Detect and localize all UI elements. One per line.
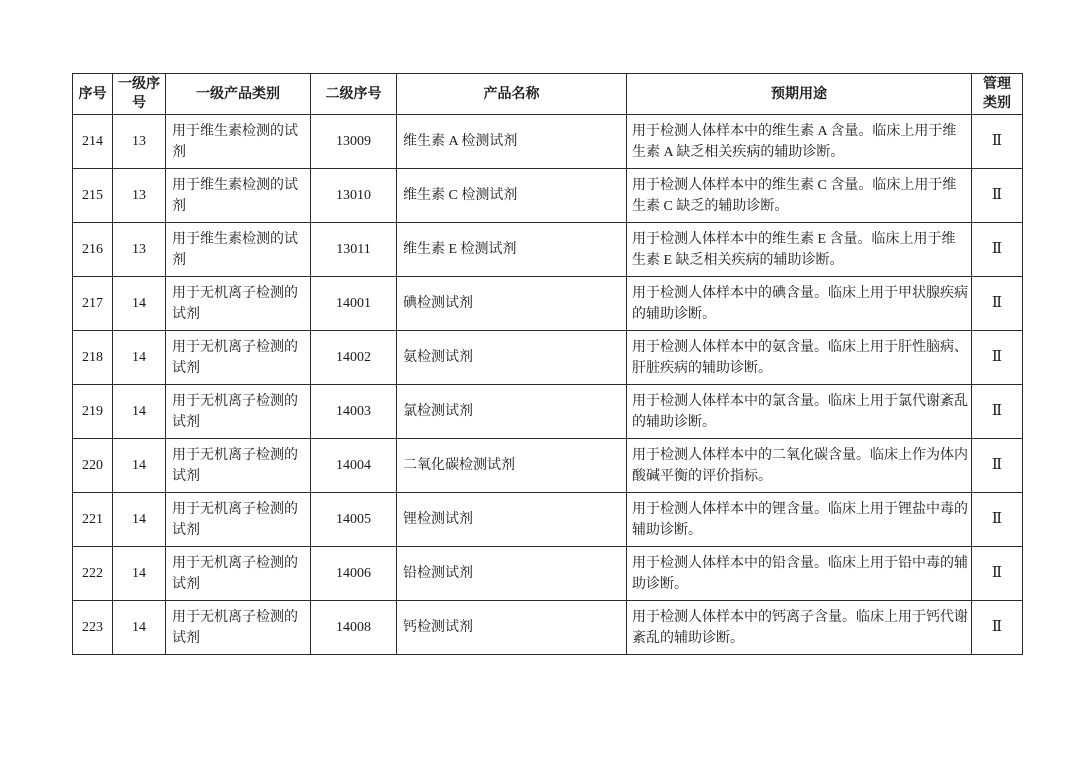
cell-mgmt-class: Ⅱ xyxy=(972,439,1023,493)
cell-intended-use: 用于检测人体样本中的维生素 C 含量。临床上用于维生素 C 缺乏的辅助诊断。 xyxy=(627,169,972,223)
table-row xyxy=(73,169,1023,223)
cell-level1-no: 14 xyxy=(113,601,166,655)
cell-product-name: 铅检测试剂 xyxy=(397,547,627,601)
cell-level1-no: 13 xyxy=(113,223,166,277)
cell-level1-no: 14 xyxy=(113,439,166,493)
cell-mgmt-class: Ⅱ xyxy=(972,493,1023,547)
cell-level2-no: 14003 xyxy=(311,385,397,439)
cell-level1-no: 14 xyxy=(113,331,166,385)
cell-level2-no: 14004 xyxy=(311,439,397,493)
table-row xyxy=(73,601,1023,655)
cell-mgmt-class: Ⅱ xyxy=(972,115,1023,169)
cell-mgmt-class: Ⅱ xyxy=(972,277,1023,331)
table-row xyxy=(73,223,1023,277)
cell-level1-no: 14 xyxy=(113,547,166,601)
header-product-name: 产品名称 xyxy=(397,74,627,115)
cell-serial-no: 214 xyxy=(73,115,113,169)
cell-level2-no: 14005 xyxy=(311,493,397,547)
cell-intended-use: 用于检测人体样本中的维生素 E 含量。临床上用于维生素 E 缺乏相关疾病的辅助诊断。 xyxy=(627,223,972,277)
cell-serial-no: 219 xyxy=(73,385,113,439)
cell-level1-category: 用于维生素检测的试剂 xyxy=(166,223,311,277)
cell-serial-no: 221 xyxy=(73,493,113,547)
cell-serial-no: 220 xyxy=(73,439,113,493)
cell-level2-no: 13009 xyxy=(311,115,397,169)
table-row xyxy=(73,331,1023,385)
header-mgmt-class: 管理类别 xyxy=(972,74,1023,115)
header-level1-no: 一级序号 xyxy=(113,74,166,115)
cell-product-name: 碘检测试剂 xyxy=(397,277,627,331)
cell-level1-category: 用于维生素检测的试剂 xyxy=(166,169,311,223)
cell-intended-use: 用于检测人体样本中的氯含量。临床上用于氯代谢紊乱的辅助诊断。 xyxy=(627,385,972,439)
cell-mgmt-class: Ⅱ xyxy=(972,601,1023,655)
cell-product-name: 氨检测试剂 xyxy=(397,331,627,385)
cell-mgmt-class: Ⅱ xyxy=(972,385,1023,439)
cell-product-name: 氯检测试剂 xyxy=(397,385,627,439)
cell-level1-category: 用于维生素检测的试剂 xyxy=(166,115,311,169)
cell-serial-no: 216 xyxy=(73,223,113,277)
cell-level1-no: 14 xyxy=(113,385,166,439)
cell-level1-no: 13 xyxy=(113,115,166,169)
cell-level2-no: 14008 xyxy=(311,601,397,655)
cell-level1-category: 用于无机离子检测的试剂 xyxy=(166,547,311,601)
table-header xyxy=(73,74,1023,115)
cell-level1-no: 14 xyxy=(113,277,166,331)
cell-intended-use: 用于检测人体样本中的钙离子含量。临床上用于钙代谢紊乱的辅助诊断。 xyxy=(627,601,972,655)
cell-level1-category: 用于无机离子检测的试剂 xyxy=(166,331,311,385)
cell-level2-no: 13010 xyxy=(311,169,397,223)
cell-level2-no: 13011 xyxy=(311,223,397,277)
table-row xyxy=(73,547,1023,601)
cell-level1-category: 用于无机离子检测的试剂 xyxy=(166,493,311,547)
cell-mgmt-class: Ⅱ xyxy=(972,547,1023,601)
header-row xyxy=(73,74,1023,115)
table-row xyxy=(73,115,1023,169)
cell-serial-no: 218 xyxy=(73,331,113,385)
cell-level2-no: 14006 xyxy=(311,547,397,601)
cell-level1-category: 用于无机离子检测的试剂 xyxy=(166,601,311,655)
table-row xyxy=(73,493,1023,547)
cell-intended-use: 用于检测人体样本中的维生素 A 含量。临床上用于维生素 A 缺乏相关疾病的辅助诊断。 xyxy=(627,115,972,169)
table-row xyxy=(73,385,1023,439)
cell-level2-no: 14002 xyxy=(311,331,397,385)
cell-serial-no: 215 xyxy=(73,169,113,223)
cell-serial-no: 223 xyxy=(73,601,113,655)
cell-level1-category: 用于无机离子检测的试剂 xyxy=(166,439,311,493)
header-intended-use: 预期用途 xyxy=(627,74,972,115)
table-row xyxy=(73,277,1023,331)
cell-level1-no: 14 xyxy=(113,493,166,547)
cell-level2-no: 14001 xyxy=(311,277,397,331)
header-serial-no: 序号 xyxy=(73,74,113,115)
cell-intended-use: 用于检测人体样本中的氨含量。临床上用于肝性脑病、肝脏疾病的辅助诊断。 xyxy=(627,331,972,385)
cell-level1-category: 用于无机离子检测的试剂 xyxy=(166,385,311,439)
cell-product-name: 维生素 A 检测试剂 xyxy=(397,115,627,169)
cell-level1-no: 13 xyxy=(113,169,166,223)
cell-product-name: 维生素 E 检测试剂 xyxy=(397,223,627,277)
cell-serial-no: 217 xyxy=(73,277,113,331)
cell-product-name: 钙检测试剂 xyxy=(397,601,627,655)
cell-serial-no: 222 xyxy=(73,547,113,601)
cell-mgmt-class: Ⅱ xyxy=(972,331,1023,385)
cell-intended-use: 用于检测人体样本中的锂含量。临床上用于锂盐中毒的辅助诊断。 xyxy=(627,493,972,547)
cell-intended-use: 用于检测人体样本中的铅含量。临床上用于铅中毒的辅助诊断。 xyxy=(627,547,972,601)
cell-mgmt-class: Ⅱ xyxy=(972,169,1023,223)
cell-product-name: 维生素 C 检测试剂 xyxy=(397,169,627,223)
cell-intended-use: 用于检测人体样本中的二氧化碳含量。临床上作为体内酸碱平衡的评价指标。 xyxy=(627,439,972,493)
header-level2-no: 二级序号 xyxy=(311,74,397,115)
cell-product-name: 二氧化碳检测试剂 xyxy=(397,439,627,493)
table-body xyxy=(73,115,1023,655)
cell-level1-category: 用于无机离子检测的试剂 xyxy=(166,277,311,331)
table-row xyxy=(73,439,1023,493)
cell-mgmt-class: Ⅱ xyxy=(972,223,1023,277)
cell-intended-use: 用于检测人体样本中的碘含量。临床上用于甲状腺疾病的辅助诊断。 xyxy=(627,277,972,331)
header-level1-category: 一级产品类别 xyxy=(166,74,311,115)
product-classification-table xyxy=(72,73,1023,655)
cell-product-name: 锂检测试剂 xyxy=(397,493,627,547)
